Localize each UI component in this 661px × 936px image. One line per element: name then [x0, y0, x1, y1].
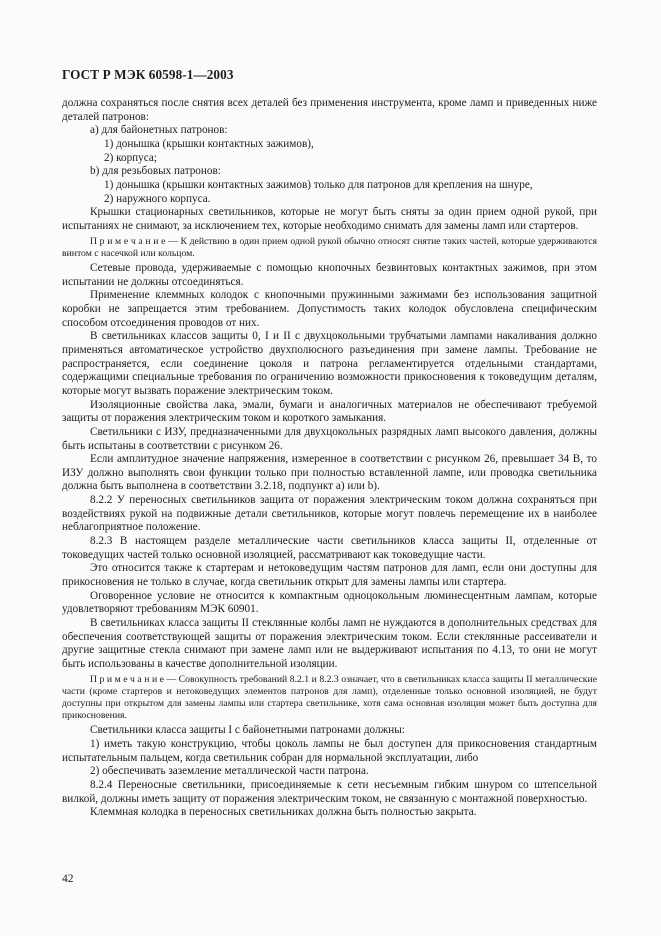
paragraph: 8.2.3 В настоящем разделе металлические части светильников класса защиты II, отделенные от токоведущих частей только основной изоляцией, рассматривают как токоведущие части.	[62, 535, 597, 561]
list-item: 1) донышка (крышки контактных зажимов),	[104, 137, 314, 150]
page-number: 42	[62, 873, 74, 885]
list-item: 1) донышка (крышки контактных зажимов) только для патронов для крепления на шнуре,	[104, 178, 533, 191]
paragraph: Если амплитудное значение напряжения, измеренное в соответствии с рисунком 26, превышает 34 В, то ИЗУ должно выполнять свои функции только при полностью вставленной лампе, или проводка светильника должна быть выполнена в соответствии 3.2.18, подпункт а) или b).	[62, 453, 597, 493]
list-item: а) для байонетных патронов:	[90, 124, 228, 137]
paragraph: должна сохраняться после снятия всех деталей без применения инструмента, кроме ламп и приведенных ниже деталей патронов:	[62, 97, 597, 123]
paragraph: Применение клеммных колодок с кнопочными пружинными зажимами без использования защитной коробки не запрещается этим требованием. Допустимость таких колодок обусловлена специфическим способом отсоединения проводов от них.	[62, 289, 597, 329]
paragraph: Оговоренное условие не относится к компактным одноцокольным люминесцентным лампам, которые удовлетворяют требованиям МЭК 60901.	[62, 589, 597, 616]
page-body	[62, 97, 597, 820]
paragraph: Это относится также к стартерам и нетоковедущим частям патронов для ламп, если они доступны для прикосновения не только в случае, когда светильник открыт для замены лампы или стартера.	[62, 562, 597, 589]
paragraph: 8.2.2 У переносных светильников защита от поражения электрическим током должна сохраняться при воздействиях рукой на подвижные детали светильников, которые могут повлечь перемещение их в наиболее неблагоприятное положение.	[62, 494, 597, 534]
paragraph: Изоляционные свойства лака, эмали, бумаги и аналогичных материалов не обеспечивают требуемой защиты от поражения электрическим током и короткого замыкания.	[62, 398, 597, 425]
paragraph: В светильниках классов защиты 0, I и II с двухцокольными трубчатыми лампами накаливания должно применяться автоматическое устройство двухполюсного разъединения при замене лампы. Требование не распространяется, если соединение цоколя и патрона регламентируется отдельными стандартами, содержащими специальные требования по ограничению возможности прикосновения к токоведущим деталям, которые могут вызвать поражение электрическим током.	[62, 330, 597, 397]
list-item: 2) наружного корпуса.	[104, 192, 211, 205]
paragraph: В светильниках класса защиты II стеклянные колбы ламп не нуждаются в дополнительных средствах для обеспечения соответствующей защиты от поражения электрическим током. Если стеклянные рассеиватели и другие защитные стекла снимают при замене ламп или не выдерживают испытания по 4.13, то они не могут быть использованы в качестве дополнительной изоляции.	[62, 617, 597, 670]
list-item: 2) обеспечивать заземление металлической части патрона.	[90, 765, 369, 778]
paragraph: Клеммная колодка в переносных светильниках должна быть полностью закрыта.	[90, 806, 477, 819]
list-item: b) для резьбовых патронов:	[90, 165, 221, 178]
paragraph: Сетевые провода, удерживаемые с помощью кнопочных безвинтовых контактных зажимов, при этом испытании не должны отсоединяться.	[62, 261, 597, 288]
page-header: ГОСТ Р МЭК 60598-1—2003	[62, 67, 234, 82]
list-item: 2) корпуса;	[104, 151, 157, 164]
paragraph: Светильники класса защиты I с байонетными патронами должны:	[90, 724, 405, 737]
paragraph: Крышки стационарных светильников, которые не могут быть сняты за один прием одной рукой, при испытаниях не снимают, за исключением тех, которые необходимо снимать для замены ламп или стартеров.	[62, 206, 597, 232]
note: П р и м е ч а н и е — К действию в один прием одной рукой обычно относят снятие таких частей, которые удерживаются винтом с насечкой или кольцом.	[62, 235, 597, 259]
note: П р и м е ч а н и е — Совокупность требований 8.2.1 и 8.2.3 означает, что в светильниках класса защиты II металлические части (кроме стартеров и нетоковедущих элементов патронов для ламп), отделенные только основной изоляцией, не будут доступны при открытом для замены лампы или стартера светильнике, хотя сама основная изоляция может быть доступна для прикосновения.	[62, 673, 597, 722]
paragraph: Светильники с ИЗУ, предназначенными для двухцокольных разрядных ламп высокого давления, должны быть испытаны в соответствии с рисунком 26.	[62, 425, 597, 452]
list-item: 1) иметь такую конструкцию, чтобы цоколь лампы не был доступен для прикосновения стандартным испытательным пальцем, когда светильник собран для нормальной эксплуатации, либо	[62, 738, 597, 764]
paragraph: 8.2.4 Переносные светильники, присоединяемые к сети несъемным гибким шнуром со штепсельной вилкой, должны иметь защиту от поражения электрическим током, не связанную с монтажной поверхностью.	[62, 779, 597, 805]
